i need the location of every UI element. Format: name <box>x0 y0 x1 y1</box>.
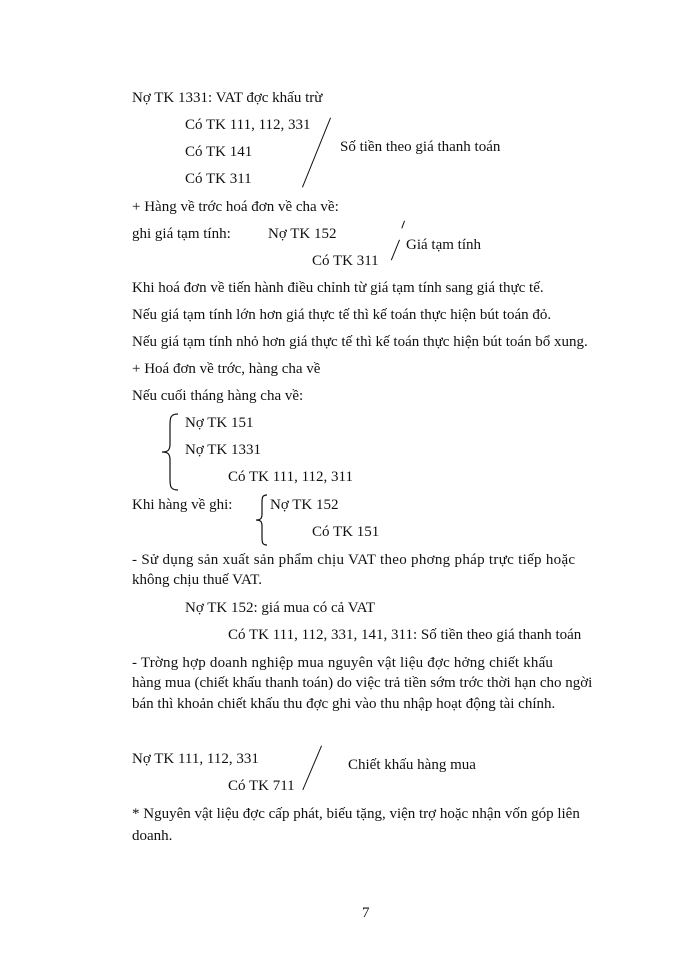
entry-no-tk-151: Nợ TK 151 <box>185 415 254 431</box>
slash-divider <box>391 240 400 261</box>
paragraph-line: Nếu giá tạm tính lớn hơn giá thực tế thì kế toán thực hiện bút toán đỏ. <box>132 307 552 323</box>
paragraph-line: - Trờng hợp doanh nghiệp mua nguyên vật liệu đợc hởng chiết khấu <box>132 655 554 671</box>
entry-co-tk-311-b: Có TK 311 <box>312 253 379 269</box>
page-number: 7 <box>362 905 370 921</box>
entry-no-tk-1331: Nợ TK 1331: VAT đợc khấu trừ <box>132 90 323 106</box>
entry-co-tk-151: Có TK 151 <box>312 524 380 540</box>
paragraph-line: bán thì khoản chiết khấu thu đợc ghi vào thu nhập hoạt động tài chính. <box>132 696 556 712</box>
entry-co-tk-311: Có TK 311 <box>185 171 252 187</box>
entry-co-tk-111: Có TK 111, 112, 331 <box>185 117 311 133</box>
entry-co-tk-711: Có TK 711 <box>228 778 295 794</box>
note-so-tien: Số tiền theo giá thanh toán <box>340 139 501 155</box>
paragraph-line: Nếu giá tạm tính nhỏ hơn giá thực tế thì kế toán thực hiện bút toán bổ xung. <box>132 334 588 350</box>
entry-no-tk-111-d: Nợ TK 111, 112, 331 <box>132 751 259 767</box>
paragraph-line: Nếu cuối tháng hàng cha về: <box>132 388 304 404</box>
note-gia-tam-tinh: Giá tạm tính <box>406 237 481 253</box>
entry-co-tk-111-b: Có TK 111, 112, 311 <box>228 469 354 485</box>
paragraph-line: * Nguyên vật liệu đợc cấp phát, biếu tặng, viện trợ hoặc nhận vốn góp liên <box>132 806 580 822</box>
brace-left <box>254 493 270 547</box>
entry-no-tk-152-c: Nợ TK 152: giá mua có cả VAT <box>185 600 375 616</box>
paragraph-line: doanh. <box>132 828 173 844</box>
label-khi-hang-ve-ghi: Khi hàng về ghi: <box>132 497 233 513</box>
paragraph-line: không chịu thuế VAT. <box>132 572 262 588</box>
paragraph-line: hàng mua (chiết khấu thanh toán) do việc trả tiền sớm trớc thời hạn cho ngời <box>132 675 593 691</box>
entry-no-tk-1331-b: Nợ TK 1331 <box>185 442 261 458</box>
entry-co-tk-141: Có TK 141 <box>185 144 253 160</box>
paragraph-line: Khi hoá đơn về tiến hành điều chỉnh từ giá tạm tính sang giá thực tế. <box>132 280 544 296</box>
entry-co-tk-111-c: Có TK 111, 112, 331, 141, 311: Số tiền theo giá thanh toán <box>228 627 582 643</box>
heading-hang-ve-truoc: + Hàng về trớc hoá đơn về cha về: <box>132 199 339 215</box>
brace-left <box>160 412 182 492</box>
heading-hoa-don-ve-truoc: + Hoá đơn về trớc, hàng cha về <box>132 361 321 377</box>
note-chiet-khau: Chiết khấu hàng mua <box>348 757 476 773</box>
slash-divider-small <box>401 221 405 229</box>
paragraph-line: - Sử dụng sản xuất sản phẩm chịu VAT theo phơng pháp trực tiếp hoặc <box>132 552 576 568</box>
entry-no-tk-152: Nợ TK 152 <box>268 226 337 242</box>
label-ghi-gia-tam-tinh: ghi giá tạm tính: <box>132 226 231 242</box>
slash-divider <box>302 746 322 791</box>
entry-no-tk-152-b: Nợ TK 152 <box>270 497 339 513</box>
